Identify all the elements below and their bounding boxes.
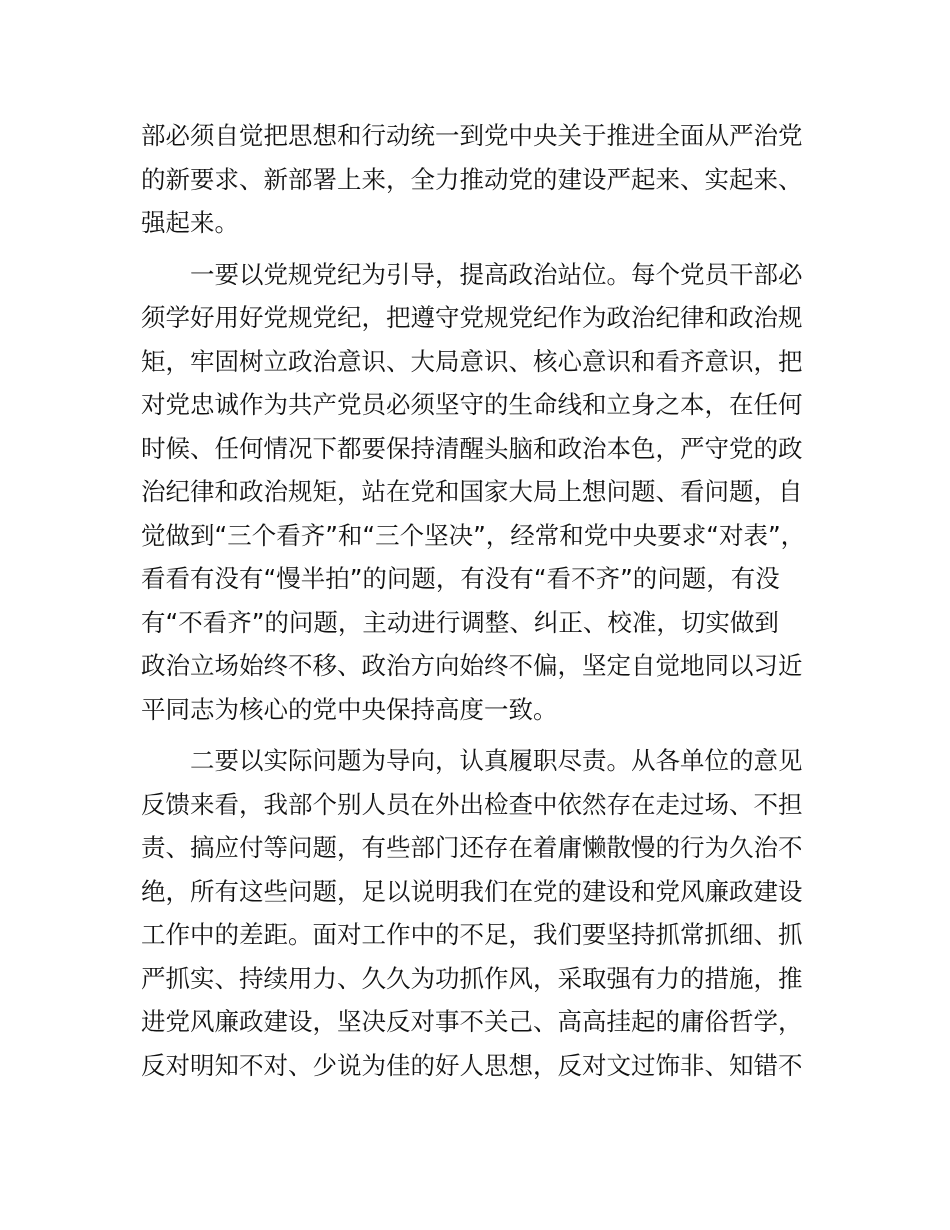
- text-line: 严抓实、持续用力、久久为功抓作风，采取强有力的措施，推: [141, 963, 803, 993]
- text-line: 的新要求、新部署上来，全力推动党的建设严起来、实起来、: [141, 164, 803, 194]
- text-line: 一要以党规党纪为引导，提高政治站位。每个党员干部必: [190, 259, 803, 289]
- text-line: 有“不看齐”的问题，主动进行调整、纠正、校准，切实做到: [141, 607, 779, 637]
- text-line: 须学好用好党规党纪，把遵守党规党纪作为政治纪律和政治规: [141, 303, 803, 332]
- text-line: 反馈来看，我部个别人员在外出检查中依然存在走过场、不担: [141, 789, 803, 819]
- text-line: 对党忠诚作为共产党员必须坚守的生命线和立身之本，在任何: [141, 390, 803, 419]
- document-body: [141, 114, 831, 1087]
- text-line: 平同志为核心的党中央保持高度一致。: [141, 694, 558, 724]
- paragraph-two: [141, 739, 831, 1087]
- text-line: 矩，牢固树立政治意识、大局意识、核心意识和看齐意识，把: [141, 346, 803, 376]
- text-line: 责、搞应付等问题，有些部门还存在着庸懒散慢的行为久治不: [141, 833, 803, 862]
- text-line: 觉做到“三个看齐”和“三个坚决”，经常和党中央要求“对表”，: [141, 520, 806, 550]
- text-line: 进党风廉政建设，坚决反对事不关己、高高挂起的庸俗哲学，: [141, 1007, 803, 1036]
- text-line: 政治立场始终不移、政治方向始终不偏，坚定自觉地同以习近: [141, 651, 803, 680]
- text-line: 部必须自觉把思想和行动统一到党中央关于推进全面从严治党: [141, 121, 803, 150]
- paragraph-continuation: [141, 114, 831, 245]
- text-line: 治纪律和政治规矩，站在党和国家大局上想问题、看问题，自: [141, 477, 803, 506]
- text-line: 强起来。: [141, 208, 239, 237]
- text-line: 工作中的差距。面对工作中的不足，我们要坚持抓常抓细、抓: [141, 920, 803, 949]
- text-line: 时候、任何情况下都要保持清醒头脑和政治本色，严守党的政: [141, 433, 803, 463]
- text-line: 二要以实际问题为导向，认真履职尽责。从各单位的意见: [190, 746, 803, 775]
- text-line: 绝，所有这些问题，足以说明我们在党的建设和党风廉政建设: [141, 876, 803, 906]
- text-line: 反对明知不对、少说为佳的好人思想，反对文过饰非、知错不: [141, 1050, 803, 1080]
- paragraph-one: [141, 253, 831, 732]
- text-line: 看看有没有“慢半拍”的问题，有没有“看不齐”的问题，有没: [141, 564, 780, 593]
